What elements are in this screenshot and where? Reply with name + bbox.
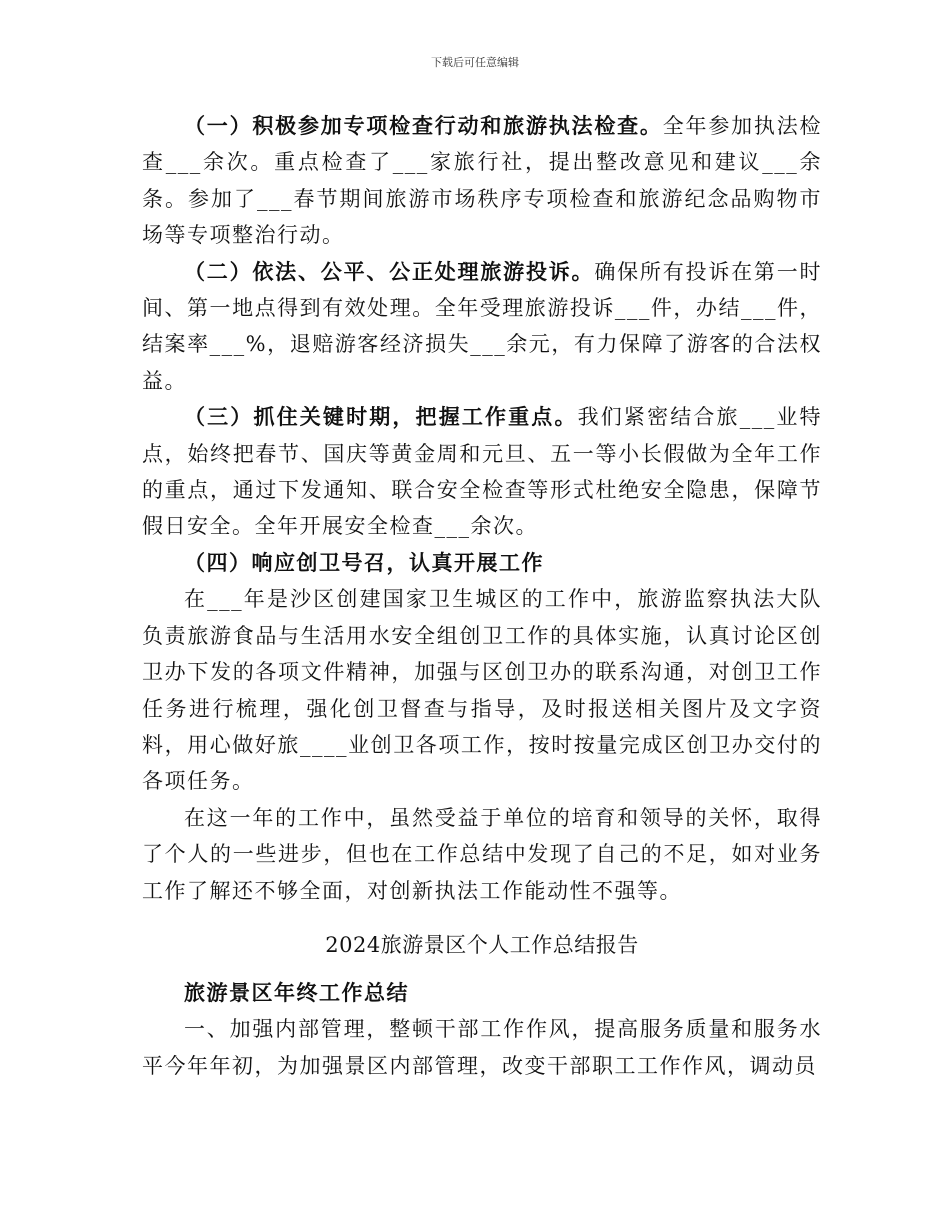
section-3-paragraph [142, 399, 822, 545]
section-1-heading: （一）积极参加专项检查行动和旅游执法检查。 [184, 113, 663, 138]
section-2-text: 确保所有投诉在第一时间、第一地点得到有效处理。全年受理旅游投诉___件，办结___件，结案率___%，退赔游客经济损失___余元，有力保障了游客的合法权益。 [142, 259, 823, 393]
section-4-text: 在___年是沙区创建国家卫生城区的工作中，旅游监察执法大队负责旅游食品与生活用水安全组创卫工作的具体实施，认真讨论区创卫办下发的各项文件精神，加强与区创卫办的联系沟通，对创卫工作任务进行梳理，强化创卫督查与指导，及时报送相关图片及文字资料，用心做好旅____业创卫各项工作，按时按量完成区创卫办交付的各项任务。 [142, 587, 822, 794]
page-header-watermark: 下载后可任意编辑 [431, 56, 519, 69]
section-4-heading-text: （四）响应创卫号召，认真开展工作 [184, 549, 544, 575]
section-2-paragraph [142, 254, 822, 400]
document-body [142, 108, 822, 1084]
section-2-heading: （二）依法、公平、公正处理旅游投诉。 [184, 258, 595, 284]
section-1-text: 全年参加执法检查___余次。重点检查了___家旅行社，提出整改意见和建议___余条。参加了___春节期间旅游市场秩序专项检查和旅游纪念品购物市场等专项整治行动。 [142, 114, 823, 248]
report-subheading [142, 975, 822, 1011]
section-4-heading [142, 545, 822, 581]
section-1-paragraph [142, 108, 822, 254]
report-item-1: 一、加强内部管理，整顿干部工作作风，提高服务质量和服务水平今年年初，为加强景区内部管理，改变干部职工工作作风，调动员 [142, 1017, 822, 1078]
report-subheading-text: 旅游景区年终工作总结 [184, 979, 409, 1005]
section-3-heading: （三）抓住关键时期，把握工作重点。 [184, 404, 578, 430]
section-3-text: 我们紧密结合旅___业特点，始终把春节、国庆等黄金周和元旦、五一等小长假做为全年工作的重点，通过下发通知、联合安全检查等形式杜绝安全隐患，保障节假日安全。全年开展安全检查___余次。 [142, 405, 823, 539]
report-title: 2024旅游景区个人工作总结报告 [325, 932, 639, 957]
closing-paragraph: 在这一年的工作中，虽然受益于单位的培育和领导的关怀，取得了个人的一些进步，但也在工作总结中发现了自己的不足，如对业务工作了解还不够全面，对创新执法工作能动性不强等。 [142, 805, 822, 903]
